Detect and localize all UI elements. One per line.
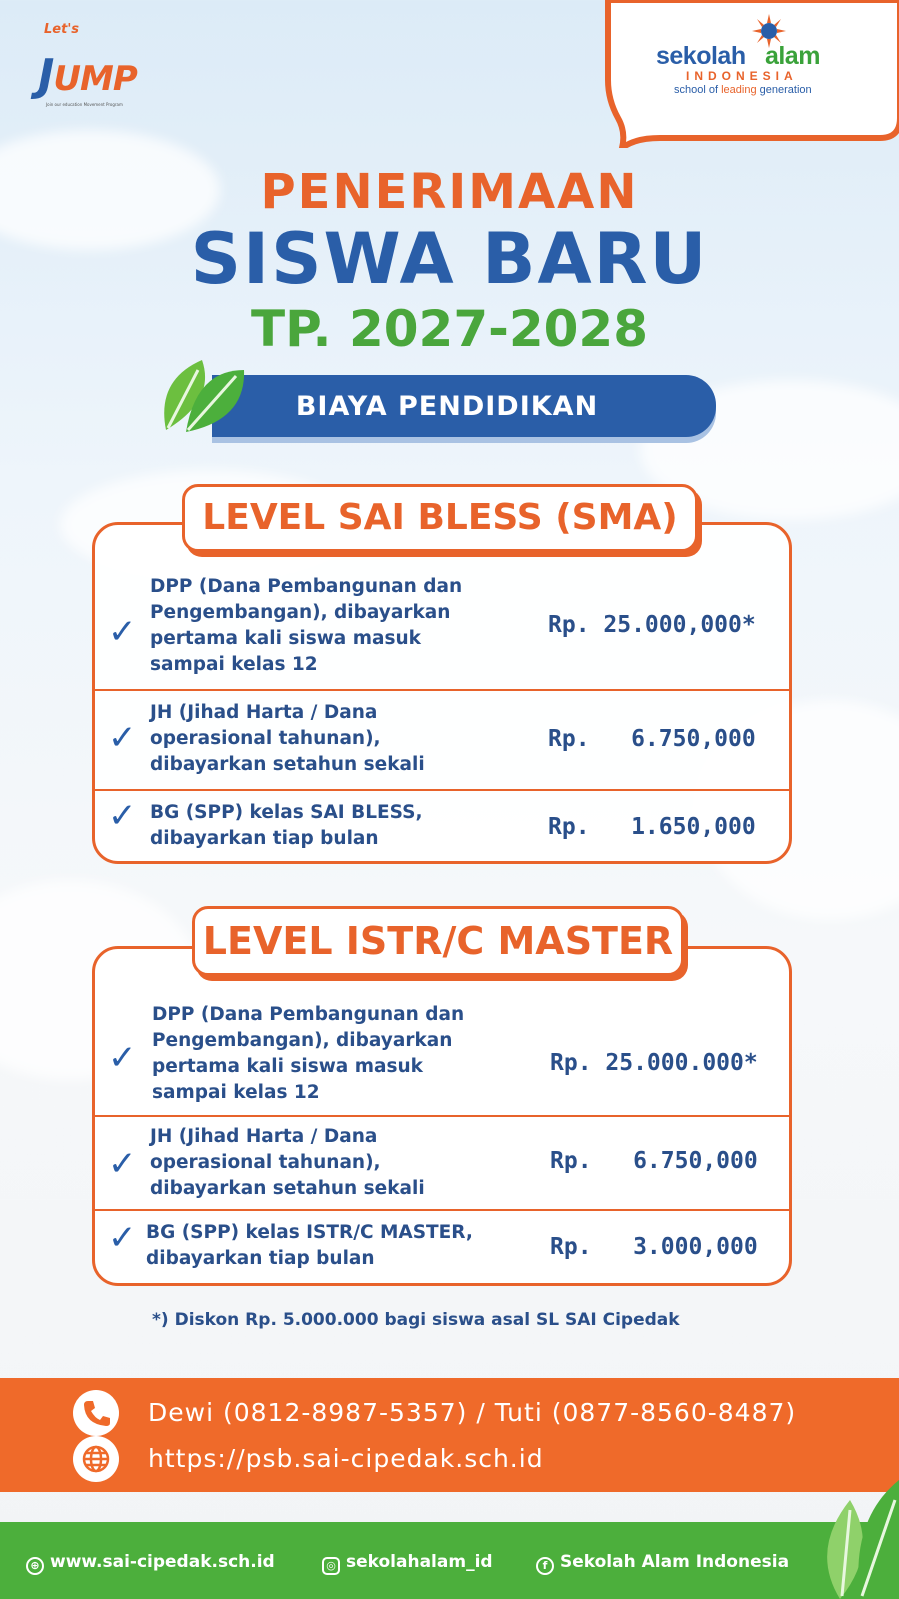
item-description: DPP (Dana Pembangunan dan Pengembangan), dibayarkan pertama kali siswa masuk sampai kelas 12 <box>152 1004 465 1103</box>
facebook-icon: f <box>536 1557 554 1575</box>
check-icon: ✓ <box>108 1038 137 1078</box>
item-price: Rp. 1.650,000 <box>548 814 756 840</box>
item-description: JH (Jihad Harta / Dana operasional tahunan), dibayarkan setahun sekali <box>150 702 425 775</box>
check-icon: ✓ <box>108 1144 137 1184</box>
headline-siswa-baru: SISWA BARU <box>190 218 709 300</box>
jump-logo <box>26 22 146 114</box>
jump-subtitle: Join our education Movement Program <box>46 102 123 107</box>
item-price: Rp. 6.750,000 <box>550 1148 758 1174</box>
sekolah-alam-logo <box>656 42 876 96</box>
sai-name-1: sekolah <box>656 42 746 70</box>
globe-icon: ⊕ <box>26 1557 44 1575</box>
contact-url[interactable]: https://psb.sai-cipedak.sch.id <box>148 1444 544 1473</box>
jump-wordmark: JUMP <box>38 50 137 101</box>
discount-note: *) Diskon Rp. 5.000.000 bagi siswa asal SL SAI Cipedak <box>152 1310 680 1330</box>
headline-penerimaan: PENERIMAAN <box>260 164 639 220</box>
item-price: Rp. 25.000.000* <box>550 1050 758 1076</box>
leaf-decoration <box>800 1460 899 1599</box>
leaf-icon <box>156 340 248 436</box>
globe-icon <box>73 1436 119 1482</box>
sai-tagline: school of leading generation <box>674 84 812 96</box>
footer-instagram[interactable]: ◎ sekolahalam_id <box>322 1552 493 1575</box>
item-price: Rp. 3.000,000 <box>550 1234 758 1260</box>
section-title-sai-bless: LEVEL SAI BLESS (SMA) <box>182 484 698 552</box>
check-icon: ✓ <box>108 796 137 836</box>
phone-icon <box>73 1390 119 1436</box>
footer-facebook[interactable]: f Sekolah Alam Indonesia <box>536 1552 789 1575</box>
headline-tahun-pelajaran: TP. 2027-2028 <box>250 300 649 358</box>
instagram-icon: ◎ <box>322 1557 340 1575</box>
sai-name-2: alam <box>764 42 820 70</box>
item-description: BG (SPP) kelas ISTR/C MASTER, dibayarkan tiap bulan <box>146 1222 473 1269</box>
jump-lets: Let's <box>44 22 80 37</box>
sai-country: INDONESIA <box>686 69 798 83</box>
section-title-istrc-master: LEVEL ISTR/C MASTER <box>192 906 684 976</box>
check-icon: ✓ <box>108 612 137 652</box>
item-description: JH (Jihad Harta / Dana operasional tahunan), dibayarkan setahun sekali <box>150 1126 425 1199</box>
footer-website[interactable]: ⊕ www.sai-cipedak.sch.id <box>26 1552 275 1575</box>
item-description: BG (SPP) kelas SAI BLESS, dibayarkan tiap bulan <box>150 802 423 849</box>
item-price: Rp. 25.000,000* <box>548 612 756 638</box>
contact-phone[interactable]: Dewi (0812-8987-5357) / Tuti (0877-8560-8487) <box>148 1398 797 1427</box>
item-price: Rp. 6.750,000 <box>548 726 756 752</box>
contact-band <box>0 1378 899 1492</box>
check-icon: ✓ <box>108 718 137 758</box>
biaya-banner-label: BIAYA PENDIDIKAN <box>295 391 599 422</box>
check-icon: ✓ <box>108 1218 137 1258</box>
item-description: DPP (Dana Pembangunan dan Pengembangan), dibayarkan pertama kali siswa masuk sampai kelas 12 <box>150 576 463 675</box>
